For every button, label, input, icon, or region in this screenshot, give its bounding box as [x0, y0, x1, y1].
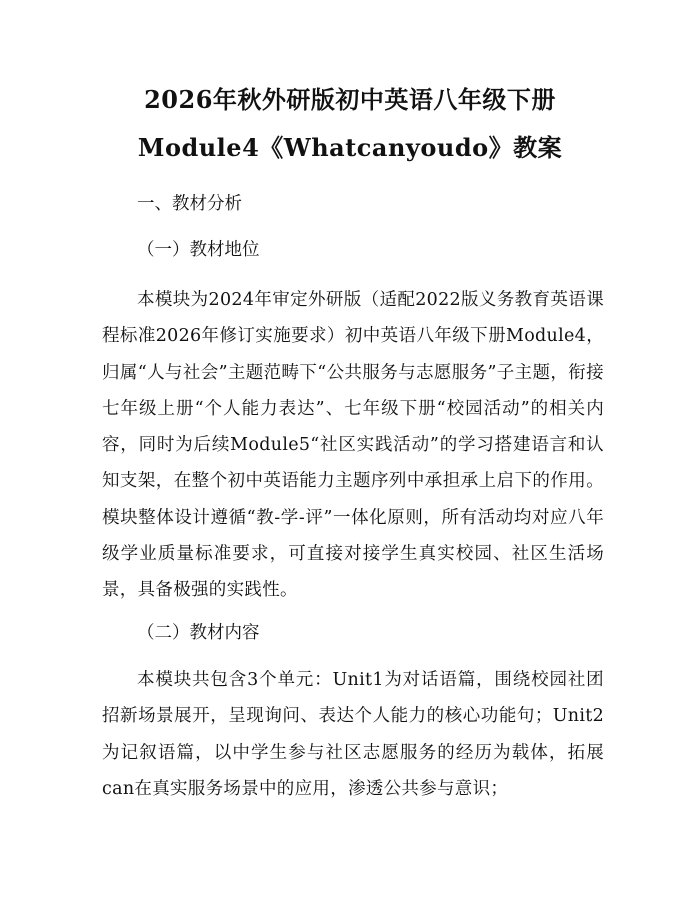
- paragraph-textbook-content: 本模块共包含3个单元：Unit1为对话语篇，围绕校园社团招新场景展开，呈现询问、表达个人能力的核心功能句；Unit2为记叙语篇，以中学生参与社区志愿服务的经历为载体，拓展can在真实服务场景中的应用，渗透公共参与意识；: [102, 670, 604, 799]
- subsection-heading-textbook-content: （二）教材内容: [137, 623, 260, 643]
- subsection-heading-textbook-status: （一）教材地位: [137, 240, 260, 260]
- paragraph-textbook-status: 本模块为2024年审定外研版（适配2022版义务教育英语课程标准2026年修订实施要求）初中英语八年级下册Module4，归属“人与社会”主题范畴下“公共服务与志愿服务”子主题，衔接七年级上册“个人能力表达”、七年级下册“校园活动”的相关内容，同时为后续Module5“社区实践活动”的学习搭建语言和认知支架，在整个初中英语能力主题序列中承担承上启下的作用。模块整体设计遵循“教-学-评”一体化原则，所有活动均对应八年级学业质量标准要求，可直接对接学生真实校园、社区生活场景，具备极强的实践性。: [102, 290, 604, 601]
- document-title-line-2: Module4《Whatcanyoudo》教案: [137, 133, 563, 162]
- document-title-line-1: 2026年秋外研版初中英语八年级下册: [144, 85, 556, 114]
- section-heading-textbook-analysis: 一、教材分析: [137, 194, 242, 214]
